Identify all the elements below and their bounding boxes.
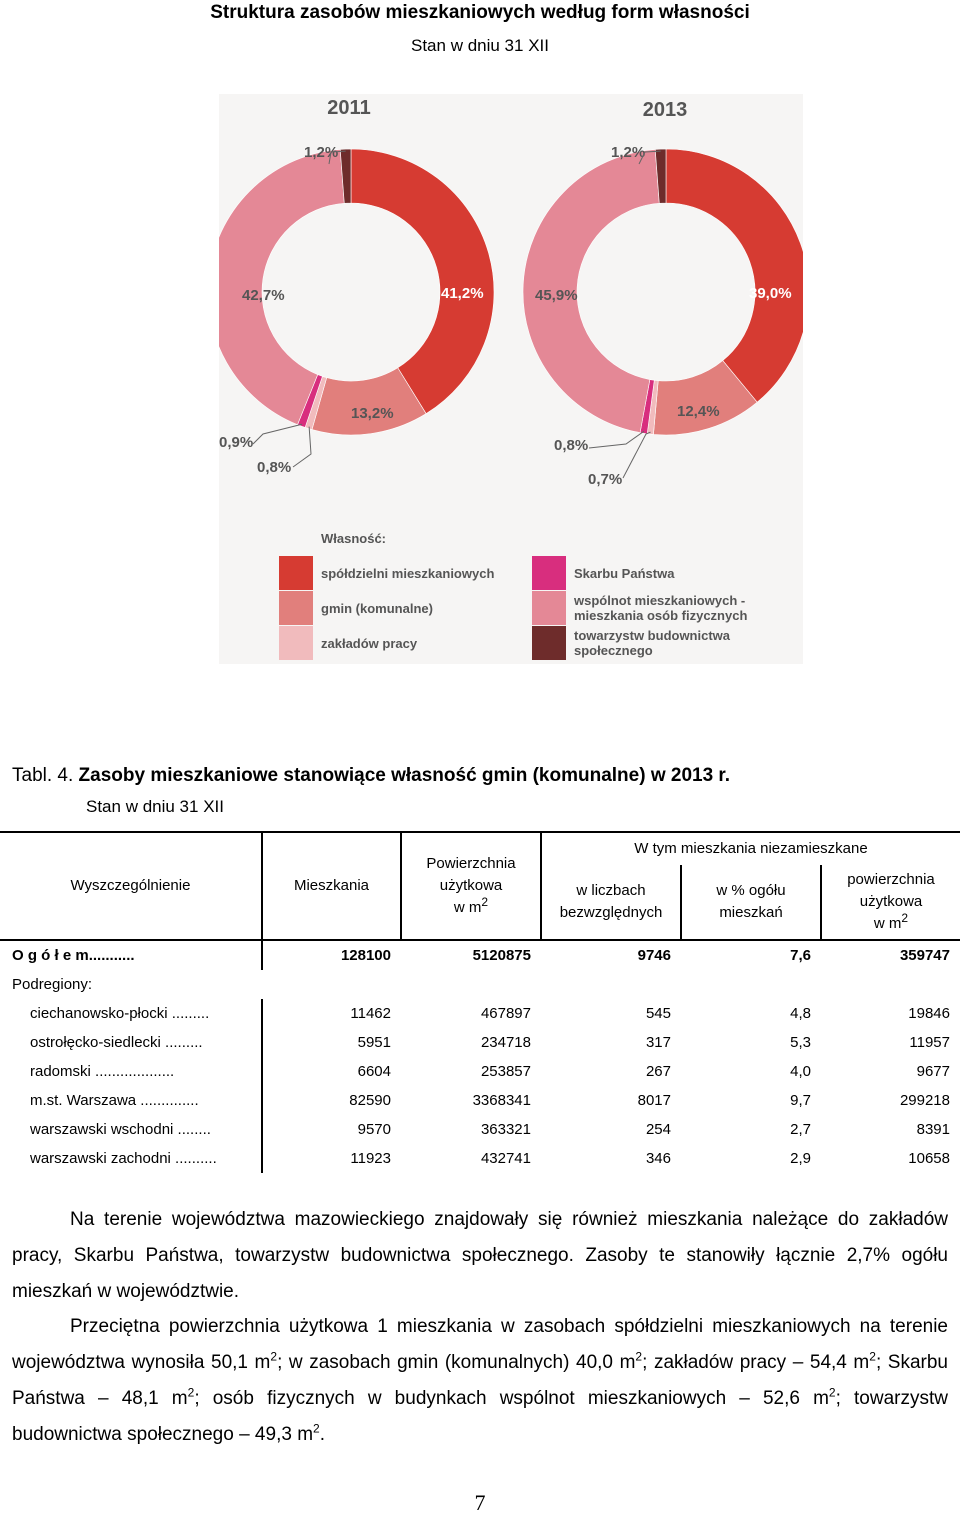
table-title — [12, 765, 730, 787]
legend-label-line2: mieszkania osób fizycznych — [574, 608, 748, 623]
cell-vacant-area: 8391 — [916, 1121, 950, 1138]
legend-label: wspólnot mieszkaniowych - — [574, 593, 746, 608]
slice-label: 0,9% — [219, 434, 254, 451]
legend-swatch — [532, 626, 566, 660]
cell-vacant-pct: 9,7 — [790, 1092, 811, 1109]
header-absolute — [541, 865, 681, 940]
row-label — [0, 1086, 262, 1115]
cell-vacant-area: 19846 — [908, 1005, 950, 1022]
row-label — [0, 1144, 262, 1173]
callout-line — [623, 432, 651, 478]
cell-area: 3368341 — [472, 1092, 531, 1109]
legend-label: gmin (komunalne) — [321, 601, 433, 616]
cell-vacant-abs: 9746 — [637, 947, 671, 964]
cell-vacant-abs: 8017 — [637, 1092, 671, 1109]
cell-vacant-abs: 267 — [645, 1063, 671, 1080]
p2-part-g: . — [319, 1424, 325, 1445]
legend-label: Skarbu Państwa — [574, 566, 675, 581]
p2-part-c: ; zakładów pracy – 54,4 m — [642, 1352, 870, 1373]
dot-leader: ........... — [88, 947, 135, 964]
table-row-subregions-heading — [0, 970, 960, 999]
callout-line — [253, 424, 302, 444]
cell-vacant-abs: 346 — [645, 1150, 671, 1167]
table-title-text: Zasoby mieszkaniowe stanowiące własność gmin (komunalne) w 2013 r. — [78, 765, 731, 786]
cell-vacant-pct: 2,9 — [790, 1150, 811, 1167]
header-area-line3: w m — [453, 899, 482, 916]
cell-vacant-pct: 5,3 — [790, 1034, 811, 1051]
slice-spoldzielnie — [351, 149, 494, 414]
slice-label: 1,2% — [304, 144, 339, 161]
slice-label: 13,2% — [351, 405, 394, 422]
header-area-line2: użytkowa — [439, 877, 503, 894]
header-vacant-group: W tym mieszkania niezamieszkane — [541, 832, 960, 865]
sup: 2 — [187, 1385, 195, 1400]
subregions-label: Podregiony: — [12, 976, 93, 993]
sup: 2 — [313, 1421, 320, 1436]
cell-dwellings: 128100 — [340, 947, 391, 964]
cell-dwellings: 11462 — [350, 1005, 391, 1022]
cell-vacant-pct: 7,6 — [790, 947, 811, 964]
table-number: Tabl. 4. — [12, 765, 79, 786]
cell-area: 234718 — [480, 1034, 531, 1051]
callout-line — [293, 427, 311, 467]
legend-swatch — [279, 591, 313, 625]
header-usable-area — [401, 832, 541, 940]
slice-label: 39,0% — [749, 285, 792, 302]
dot-leader: ........ — [173, 1121, 211, 1138]
cell-vacant-abs: 545 — [645, 1005, 671, 1022]
sup: 2 — [869, 1349, 876, 1364]
legend — [279, 556, 747, 660]
municipal-housing-table — [0, 831, 960, 1173]
header-varea-sup: 2 — [901, 911, 909, 925]
header-dwellings: Mieszkania — [262, 832, 401, 940]
slice-label: 0,7% — [588, 471, 623, 488]
legend-label-line2: społecznego — [574, 643, 653, 658]
header-item: Wyszczególnienie — [0, 832, 262, 940]
p2-part-a: Przeciętna powierzchnia użytkowa 1 mieszkania w zasobach spółdzielni mieszkaniowych na terenie województwa wynosiła 50,1 m — [12, 1316, 948, 1373]
cell-vacant-area: 9677 — [916, 1063, 950, 1080]
callout-line — [589, 431, 644, 448]
table-row — [0, 1028, 960, 1057]
total-label: O g ó ł e m — [12, 947, 89, 964]
cell-vacant-area: 11957 — [909, 1034, 950, 1051]
table-row — [0, 1086, 960, 1115]
cell-vacant-pct: 4,8 — [790, 1005, 811, 1022]
slice-label: 12,4% — [677, 403, 720, 420]
header-vacant-area — [821, 865, 960, 940]
chart-title-2013: 2013 — [642, 99, 688, 121]
header-varea-line1: powierzchnia — [847, 871, 935, 888]
slice-label: 41,2% — [441, 285, 484, 302]
table-subtitle: Stan w dniu 31 XII — [86, 797, 224, 816]
legend-label: spółdzielni mieszkaniowych — [321, 566, 495, 581]
slice-label: 42,7% — [242, 287, 285, 304]
slice-label: 0,8% — [257, 459, 292, 476]
header-varea-line2: użytkowa — [859, 893, 923, 910]
cell-dwellings: 5951 — [357, 1034, 391, 1051]
legend-swatch — [279, 626, 313, 660]
slice-spoldzielnie — [666, 149, 803, 402]
cell-vacant-area: 359747 — [899, 947, 950, 964]
table-row — [0, 1115, 960, 1144]
cell-vacant-area: 299218 — [899, 1092, 950, 1109]
cell-area: 467897 — [480, 1005, 531, 1022]
ownership-donut-charts — [219, 94, 803, 664]
header-area-sup: 2 — [481, 895, 489, 909]
header-abs-line1: w liczbach — [576, 882, 646, 899]
cell-area: 5120875 — [472, 947, 531, 964]
row-label — [0, 1028, 262, 1057]
dot-leader: ......... — [160, 1034, 203, 1051]
header-percent — [681, 865, 821, 940]
page-number: 7 — [474, 1490, 486, 1515]
cell-dwellings: 11923 — [350, 1150, 391, 1167]
table-row-total — [0, 940, 960, 970]
legend-swatch — [532, 591, 566, 625]
header-varea-line3: w m — [873, 915, 902, 932]
dot-leader: .............. — [136, 1092, 199, 1109]
cell-vacant-pct: 2,7 — [790, 1121, 811, 1138]
p2-part-f: ; towarzystw budownictwa społecznego – 49,3 m — [12, 1388, 948, 1445]
header-area-line1: Powierzchnia — [426, 855, 516, 872]
paragraph-1: Na terenie województwa mazowieckiego znajdowały się również mieszkania należące do zakładów pracy, Skarbu Państwa, towarzystw budownictwa społecznego. Zasoby te stanowiły łącznie 2,7% ogółu mieszkań w województwie. — [12, 1209, 948, 1302]
subregion-name: warszawski wschodni — [30, 1121, 174, 1138]
row-label — [0, 940, 262, 970]
subregion-name: radomski — [30, 1063, 91, 1080]
cell-dwellings: 82590 — [349, 1092, 391, 1109]
p2-part-e: ; osób fizycznych w budynkach wspólnot mieszkaniowych – 52,6 m — [194, 1388, 829, 1409]
donut-charts-svg — [219, 94, 803, 664]
cell-vacant-abs: 254 — [645, 1121, 671, 1138]
cell-dwellings: 9570 — [357, 1121, 391, 1138]
dot-leader: ................... — [90, 1063, 175, 1080]
dot-leader: ......... — [167, 1005, 210, 1022]
legend-label: towarzystw budownictwa — [574, 628, 731, 643]
figure-subtitle: Stan w dniu 31 XII — [411, 36, 549, 55]
header-pct-line1: w % ogółu — [716, 882, 786, 899]
table-row — [0, 1057, 960, 1086]
chart-title-2011: 2011 — [327, 97, 371, 119]
cell-vacant-abs: 317 — [645, 1034, 671, 1051]
cell-area: 432741 — [480, 1150, 531, 1167]
legend-swatch — [532, 556, 566, 590]
legend-swatch — [279, 556, 313, 590]
table-row — [0, 1144, 960, 1173]
header-abs-line2: bezwzględnych — [559, 904, 663, 921]
sup: 2 — [635, 1349, 643, 1364]
subregion-name: m.st. Warszawa — [30, 1092, 137, 1109]
p2-part-b: ; w zasobach gmin (komunalnych) 40,0 m — [277, 1352, 636, 1373]
table-row — [0, 999, 960, 1028]
cell-vacant-area: 10658 — [908, 1150, 950, 1167]
paragraph-2 — [12, 1309, 948, 1453]
slice-label: 45,9% — [535, 287, 578, 304]
subregion-name: warszawski zachodni — [30, 1150, 171, 1167]
sup: 2 — [828, 1385, 836, 1400]
sup: 2 — [270, 1349, 278, 1364]
legend-title: Własność: — [321, 531, 387, 546]
cell-dwellings: 6604 — [357, 1063, 391, 1080]
cell-vacant-pct: 4,0 — [790, 1063, 811, 1080]
header-pct-line2: mieszkań — [719, 904, 783, 921]
cell-area: 253857 — [480, 1063, 531, 1080]
cell-area: 363321 — [480, 1121, 531, 1138]
subregion-name: ostrołęcko-siedlecki — [30, 1034, 161, 1051]
row-label — [0, 1057, 262, 1086]
subregion-name: ciechanowsko-płocki — [30, 1005, 168, 1022]
row-label — [0, 999, 262, 1028]
p2-part-d: ; Skarbu Państwa – 48,1 m — [12, 1352, 949, 1409]
figure-title: Struktura zasobów mieszkaniowych według form własności — [210, 2, 750, 23]
slice-label: 1,2% — [611, 144, 646, 161]
dot-leader: .......... — [170, 1150, 217, 1167]
slice-label: 0,8% — [554, 437, 589, 454]
row-label — [0, 1115, 262, 1144]
legend-label: zakładów pracy — [321, 636, 418, 651]
